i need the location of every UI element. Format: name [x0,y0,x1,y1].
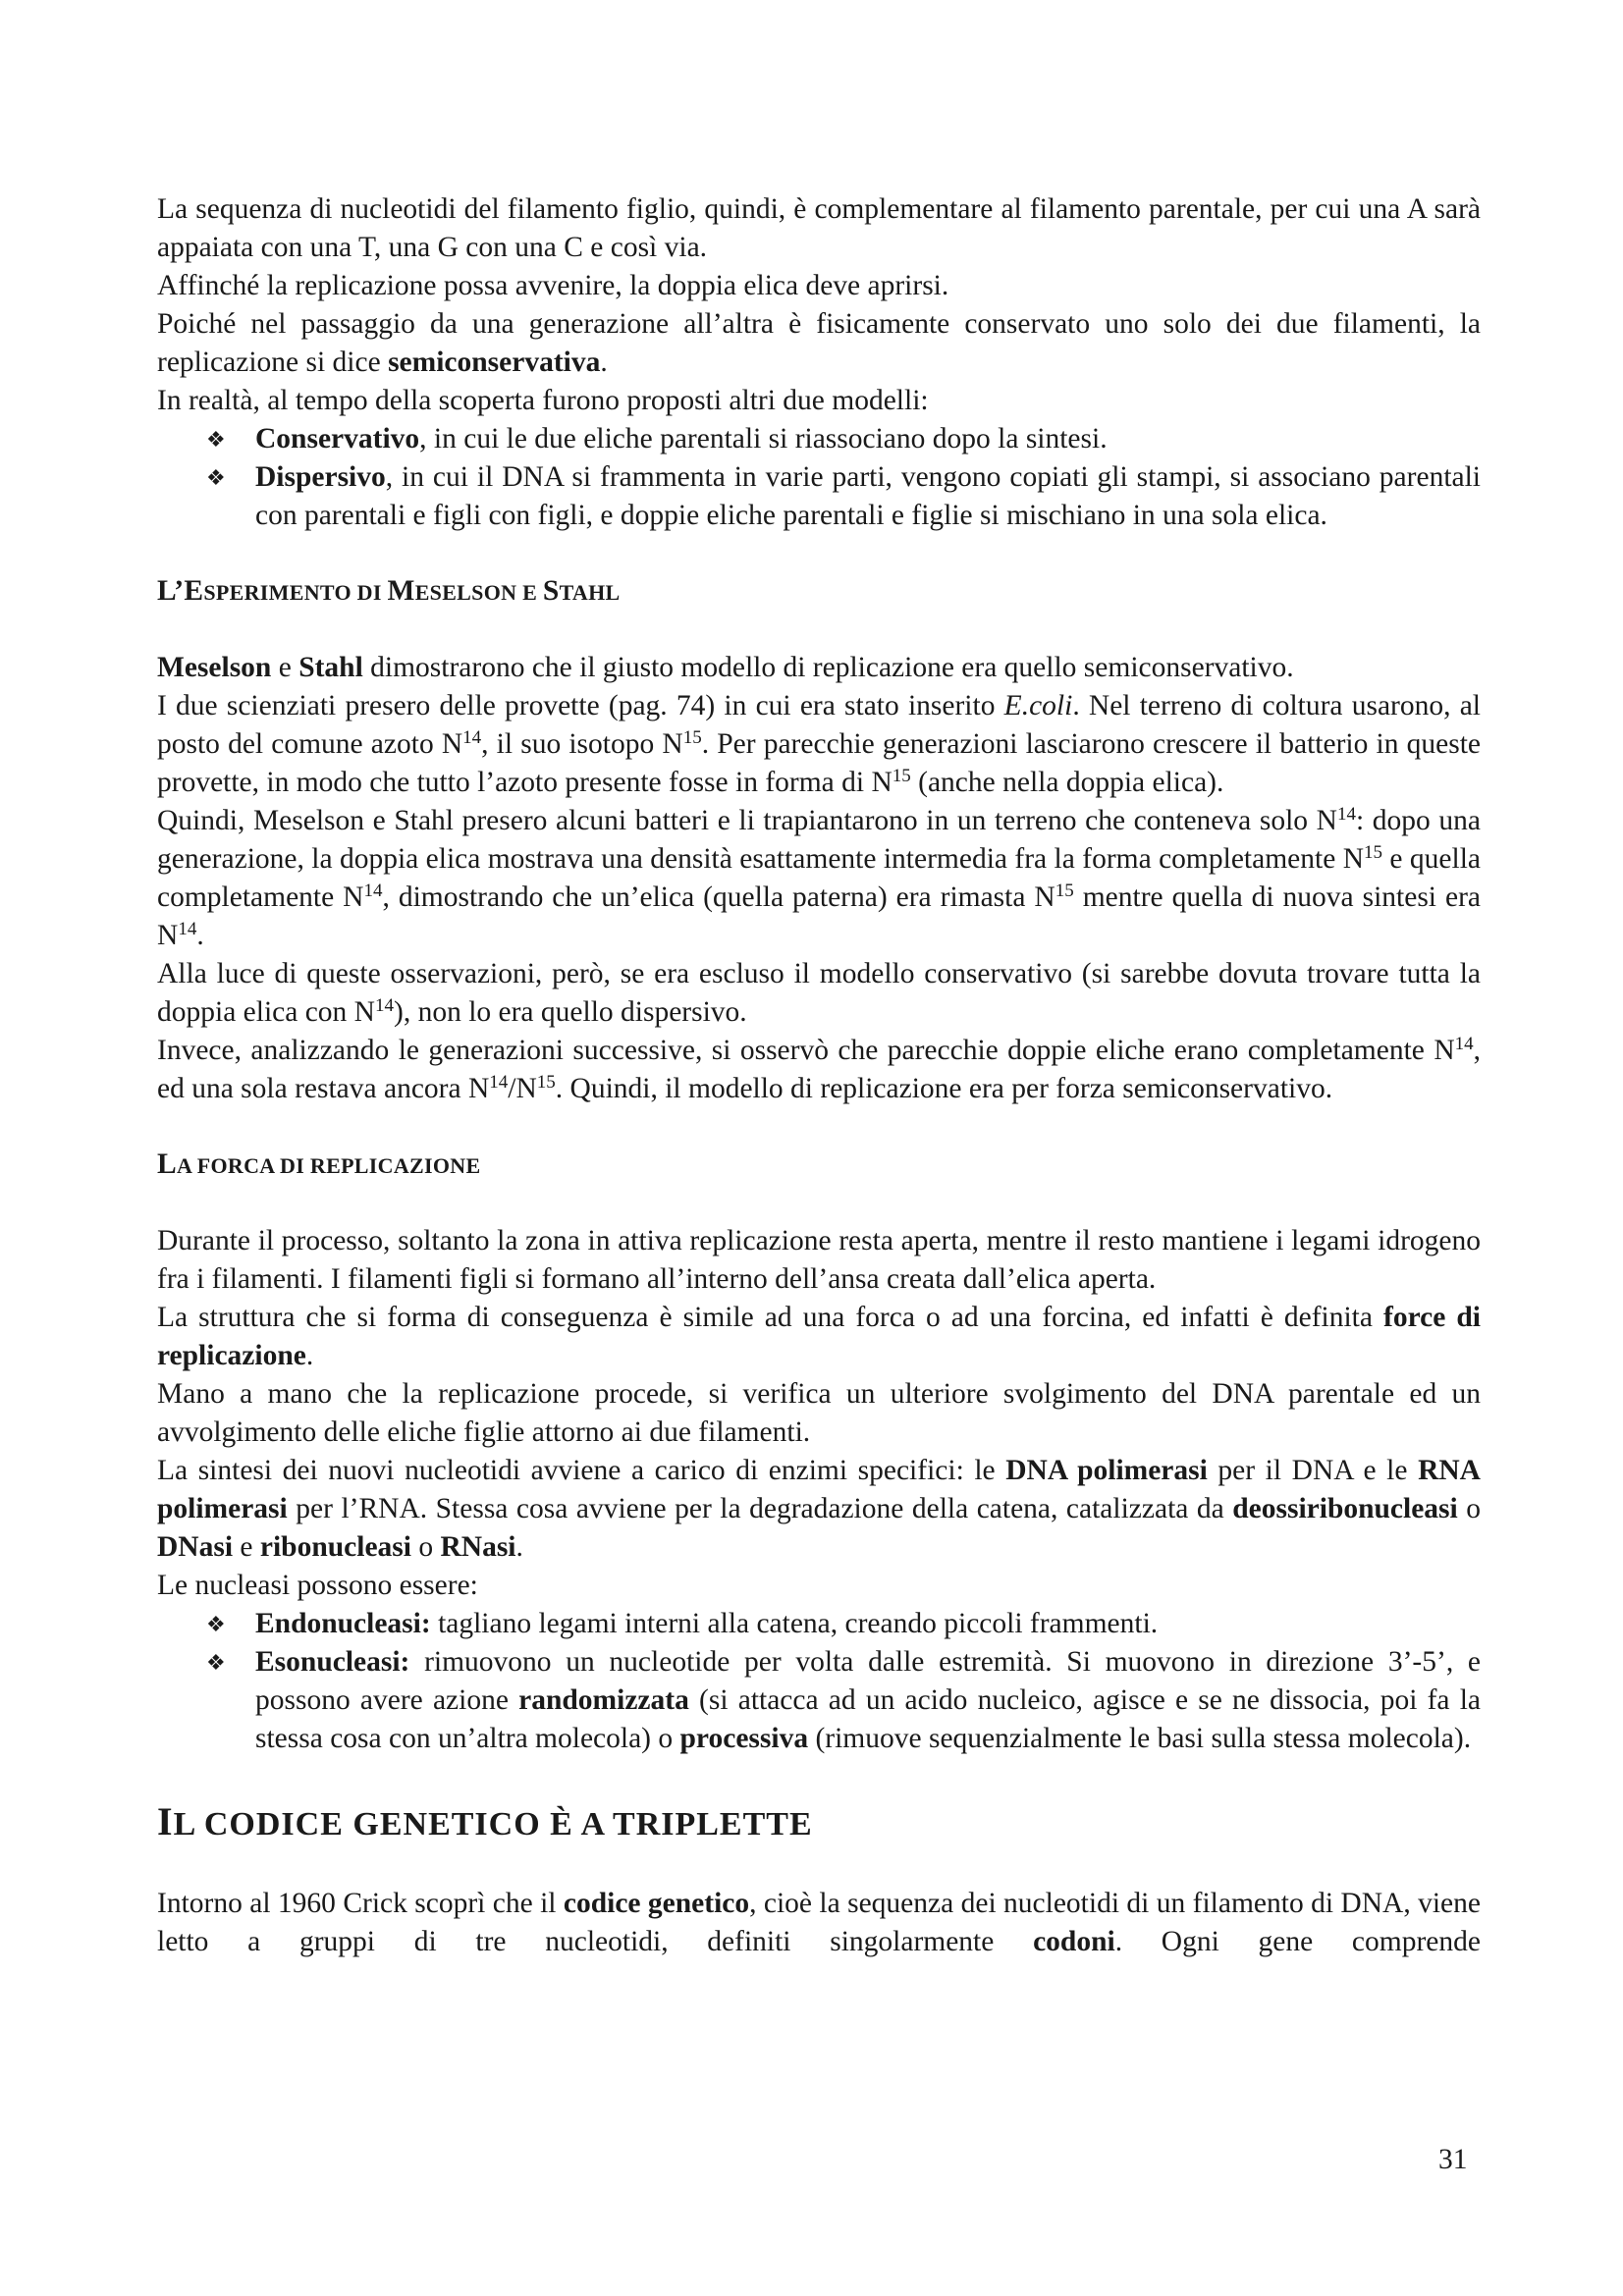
paragraph-complementarity: La sequenza di nucleotidi del filamento figlio, quindi, è complementare al filamento parentale, per cui una A sarà appaiata con una T, una G con una C e così via. [157,193,1481,263]
section-heading-forca: LA FORCA DI REPLICAZIONE [157,1148,481,1180]
diamond-bullet-icon: ❖ [206,427,226,452]
paragraph-helix-opening: Affinché la replicazione possa avvenire, la doppia elica deve aprirsi. [157,270,949,301]
paragraph-nucleasi-intro: Le nucleasi possono essere: [157,1570,478,1601]
list-item-dispersivo: ❖ Dispersivo, in cui il DNA si frammenta in varie parti, vengono copiati gli stampi, si associano parentali con parentali e figli con figli, e doppie eliche parentali e figlie si mischiano in una sola elica. [157,458,1481,535]
paragraph-models-intro: In realtà, al tempo della scoperta furono proposti altri due modelli: [157,385,929,416]
nucleasi-list [157,1605,1481,1758]
page-content [157,190,1481,1961]
paragraph-generazioni: Invece, analizzando le generazioni successive, si osservò che parecchie doppie eliche erano completamente $N^{14}$, ed una sola restava ancora $N^{14}/N^{15}$. Quindi, il modello di replicazione era per forza semiconservativo. [157,1034,1481,1104]
paragraph-processo: Durante il processo, soltanto la zona in attiva replicazione resta aperta, mentre il resto mantiene i legami idrogeno fra i filamenti. I filamenti figli si formano all’interno dell’ansa creata dall’elica aperta. [157,1225,1481,1295]
paragraph-svolgimento: Mano a mano che la replicazione procede, si verifica un ulteriore svolgimento del DNA parentale ed un avvolgimento delle eliche figlie attorno ai due filamenti. [157,1378,1481,1448]
paragraph-codice-genetico: Intorno al 1960 Crick scoprì che il codice genetico, cioè la sequenza dei nucleotidi di un filamento di DNA, viene letto a gruppi di tre nucleotidi, definiti singolarmente codoni. Ogni gene comprende [157,1888,1481,1957]
diamond-bullet-icon: ❖ [206,1612,226,1636]
paragraph-meselson-intro: Meselson e Stahl dimostrarono che il giusto modello di replicazione era quello semiconservativo. [157,652,1294,683]
chapter-heading-codice-genetico: IL CODICE GENETICO È A TRIPLETTE [157,1799,813,1843]
models-list [157,420,1481,535]
list-item-esonucleasi: ❖ Esonucleasi: rimuovono un nucleotide per volta dalle estremità. Si muovono in direzione 3’-5’, e possono avere azione randomizzata (si attacca ad un acido nucleico, agisce e se ne dissocia, poi fa la stessa cosa con un’altra molecola) o processiva (rimuove sequenzialmente le basi sulla stessa molecola). [157,1643,1481,1758]
paragraph-semiconservative: Poiché nel passaggio da una generazione all’altra è fisicamente conservato uno solo dei due filamenti, la replicazione si dice semiconservativa. [157,308,1481,378]
term-semiconservativa: semiconservativa [388,347,601,378]
paragraph-osservazioni: Alla luce di queste osservazioni, però, se era escluso il modello conservativo (si sarebbe dovuta trovare tutta la doppia elica con $N^{14}$), non lo era quello dispersivo. [157,958,1481,1028]
diamond-bullet-icon: ❖ [206,1650,226,1675]
paragraph-provette: I due scienziati presero delle provette (pag. 74) in cui era stato inserito E.coli. Nel terreno di coltura usarono, al posto del comune azoto $N^{14}$, il suo isotopo $N^{15}$. Per parecchie generazioni lasciarono crescere il batterio in queste provette, in modo che tutto l’azoto presente fosse in forma di $N^{15}$ (anche nella doppia elica). [157,690,1481,798]
page-number: 31 [1438,2144,1468,2175]
list-item-conservativo: ❖ Conservativo, in cui le due eliche parentali si riassociano dopo la sintesi. [157,420,1481,458]
paragraph-trapianto: Quindi, Meselson e Stahl presero alcuni batteri e li trapiantarono in un terreno che conteneva solo $N^{14}$: dopo una generazione, la doppia elica mostrava una densità esattamente intermedia fra la forma completamente $N^{15}$ e quella completamente $N^{14}$, dimostrando che un’elica (quella paterna) era rimasta $N^{15}$ mentre quella di nuova sintesi era $N^{14}$. [157,804,1481,951]
paragraph-polimerasi: La sintesi dei nuovi nucleotidi avviene a carico di enzimi specifici: le DNA polimerasi per il DNA e le RNA polimerasi per l’RNA. Stessa cosa avviene per la degradazione della catena, catalizzata da deossiribonucleasi o DNasi e ribonucleasi o RNasi. [157,1455,1482,1563]
diamond-bullet-icon: ❖ [206,465,226,490]
section-heading-meselson-stahl: L’ESPERIMENTO DI MESELSON E STAHL [157,575,621,607]
paragraph-struttura: La struttura che si forma di conseguenza è simile ad una forca o ad una forcina, ed infatti è definita force di replicazione. [157,1302,1481,1371]
list-item-endonucleasi: ❖ Endonucleasi: tagliano legami interni alla catena, creando piccoli frammenti. [157,1605,1481,1643]
